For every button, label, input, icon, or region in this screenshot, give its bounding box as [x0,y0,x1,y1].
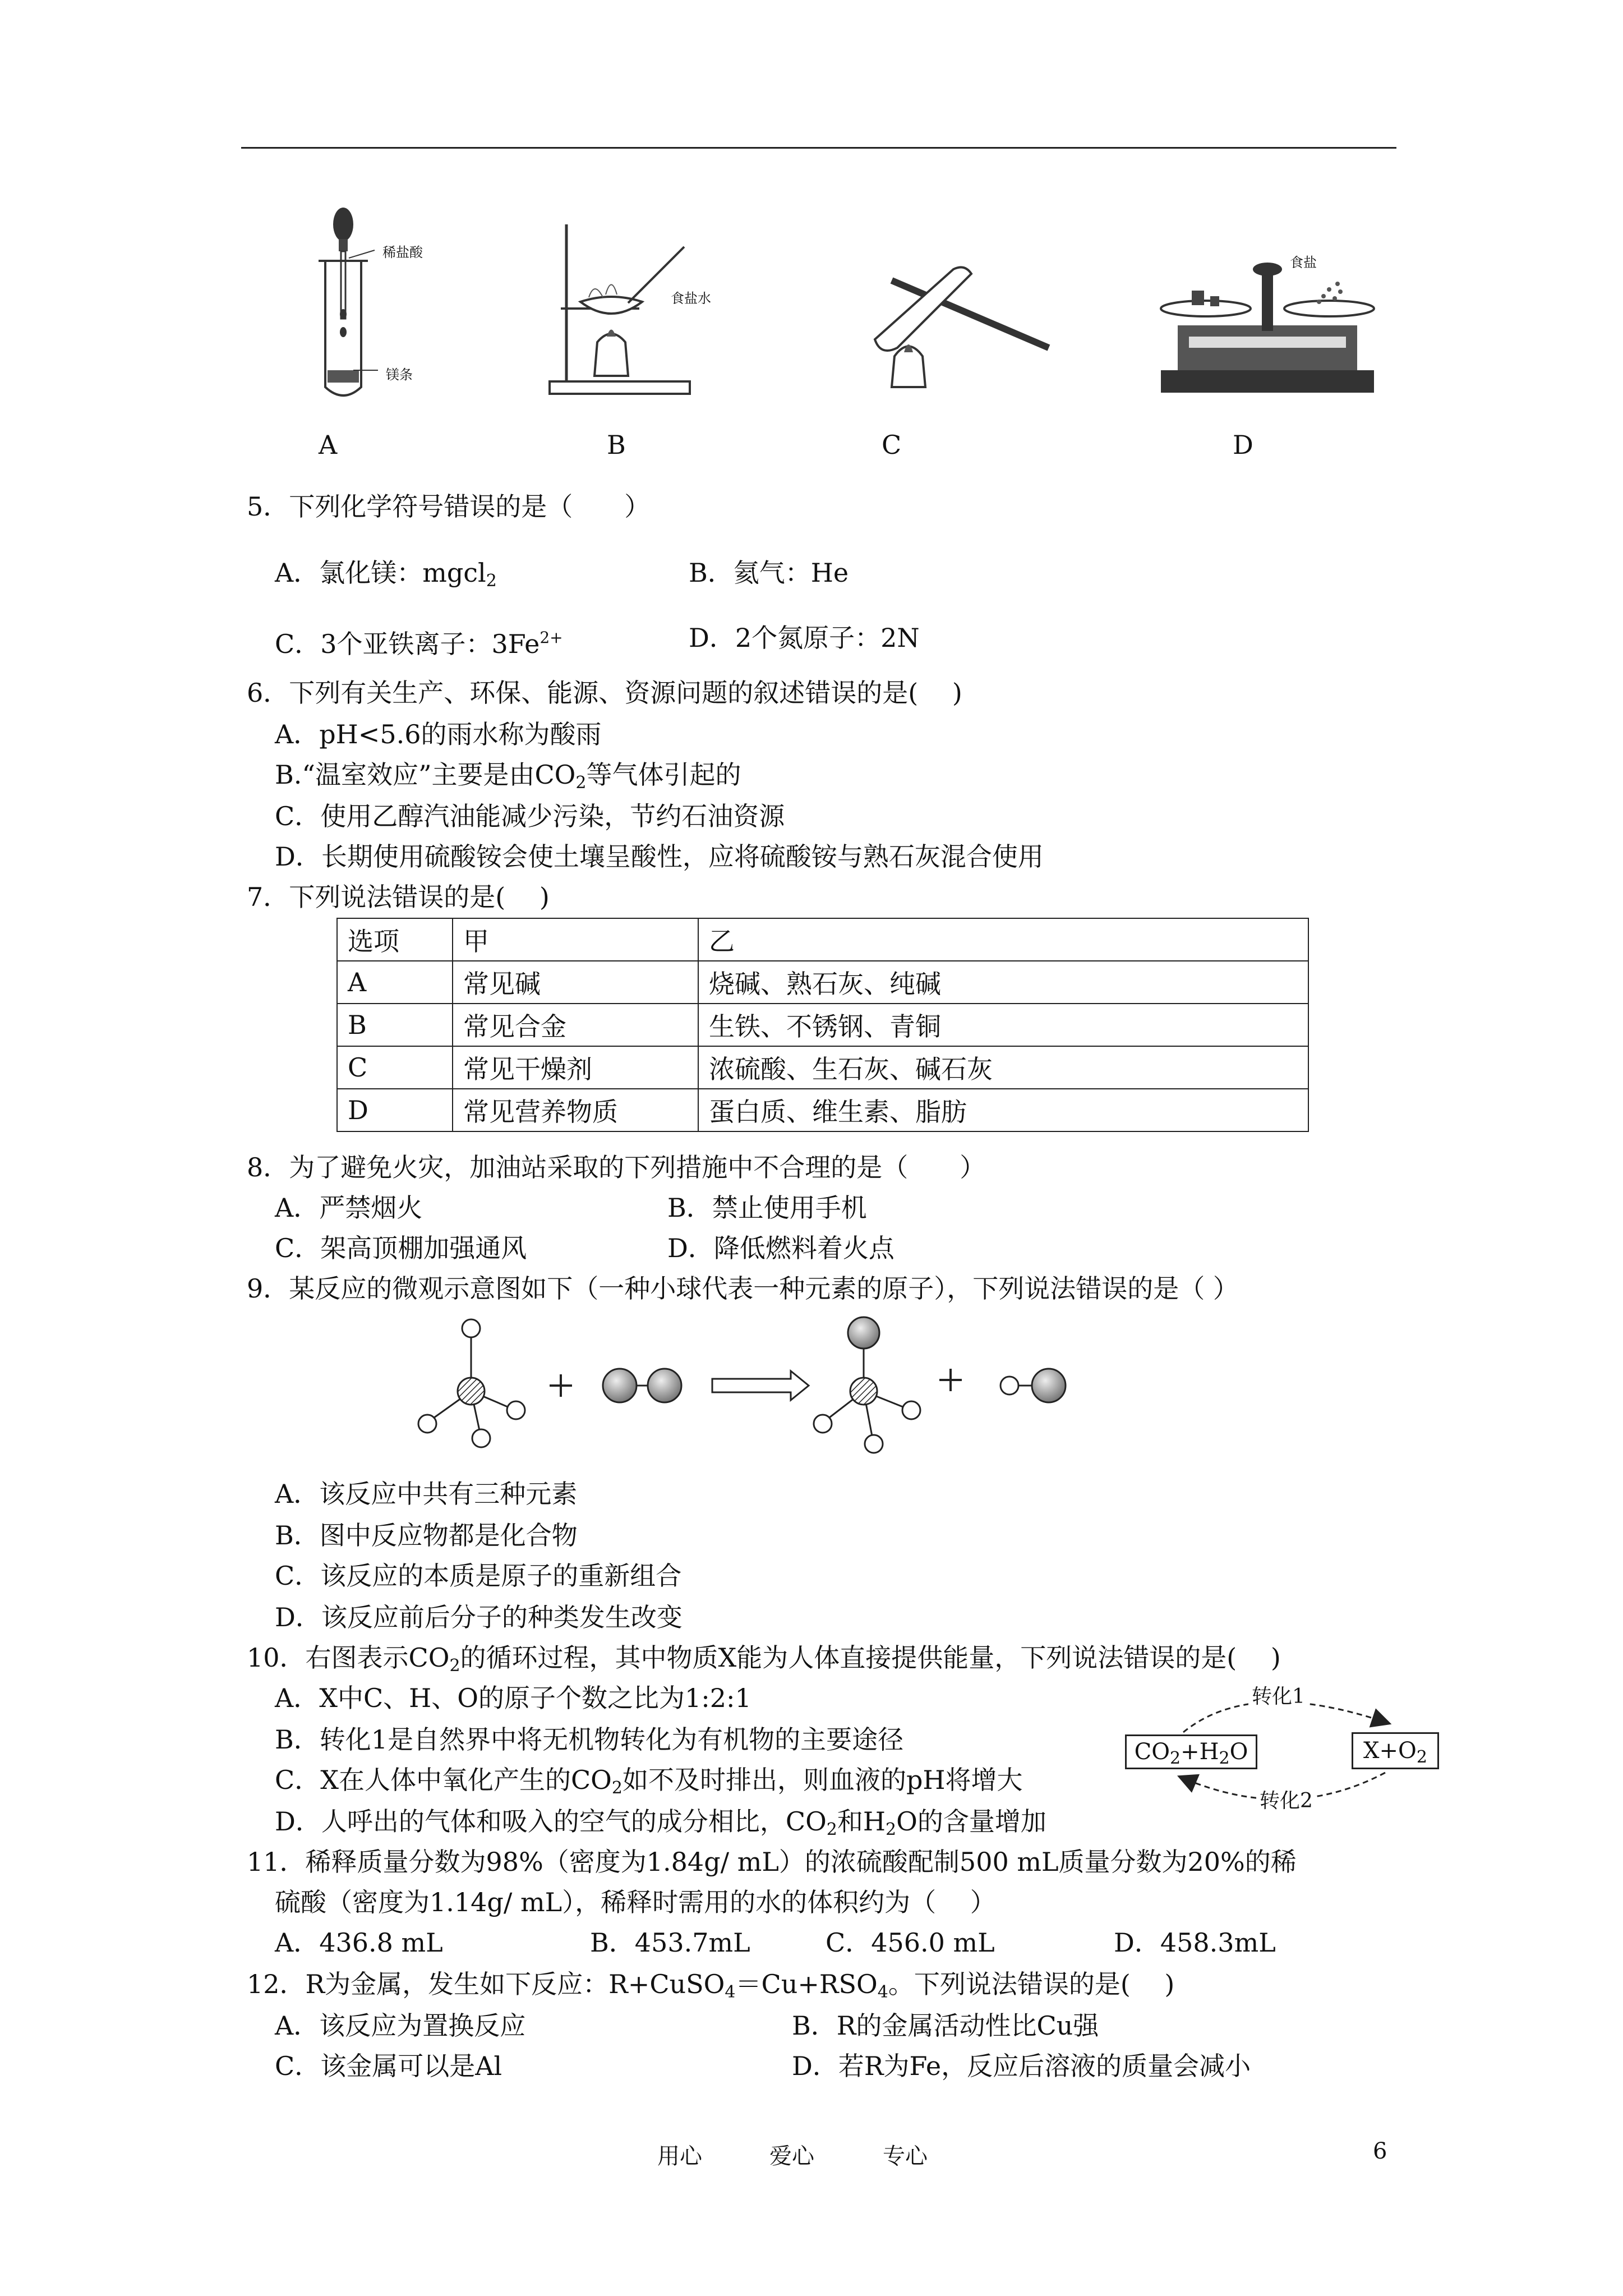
q6-b-post: 等气体引起的 [586,760,741,790]
q10-left-post: +H [1181,1739,1219,1765]
table-header-cell: 乙 [698,918,1308,961]
q10-stem-post: 的循环过程，其中物质X能为人体直接提供能量，下列说法错误的是( ) [460,1642,1281,1673]
q10-left-post2: O [1229,1739,1248,1765]
q8-option-c: C．架高顶棚加强通风 [275,1233,527,1263]
q10-label-conversion-1: 转化1 [1248,1681,1308,1709]
table-cell: 常见合金 [453,1004,698,1046]
q12-stem-mid: ＝Cu+RSO [735,1969,878,1999]
label-salt: 食盐 [1290,255,1317,270]
q6-stem: 6．下列有关生产、环保、能源、资源问题的叙述错误的是( ) [247,678,962,708]
q9-option-c: C．该反应的本质是原子的重新组合 [275,1561,682,1591]
q5-c-sup: 2+ [540,628,563,647]
table-cell: 浓硫酸、生石灰、碱石灰 [698,1046,1308,1089]
q10-option-c [275,1763,1023,1806]
q10-c-sub: 2 [611,1778,623,1798]
q11-option-b: B．453.7mL [590,1927,750,1958]
q9-option-d: D．该反应前后分子的种类发生改变 [275,1602,683,1632]
q10-option-d [275,1804,1046,1847]
q5-c-text: C．3个亚铁离子：3Fe [275,629,540,659]
q10-d-sub1: 2 [826,1820,837,1839]
table-cell: 烧碱、熟石灰、纯碱 [698,961,1308,1004]
q5-option-b: B．氦气：He [689,558,849,588]
q10-left-pre: CO [1134,1739,1170,1765]
q5-a-sub: 2 [486,571,497,591]
q8-stem: 8．为了避免火灾，加油站采取的下列措施中不合理的是（ ） [247,1152,986,1182]
q12-option-a: A．该反应为置换反应 [275,2010,526,2041]
page-number: 6 [1373,2138,1387,2164]
table-cell: 常见干燥剂 [453,1046,698,1089]
q5-option-d: D．2个氮原子：2N [689,623,920,653]
q11-stem-line2: 硫酸（密度为1.14g/ mL），稀释时需用的水的体积约为（ ） [275,1887,996,1917]
q6-option-d: D．长期使用硫酸铵会使土壤呈酸性，应将硫酸铵与熟石灰混合使用 [275,841,1044,872]
q10-c-pre: C．X在人体中氧化产生的CO [275,1765,612,1795]
figure-label-a: A [319,430,338,460]
table-cell: B [337,1004,453,1046]
q5-option-a [275,555,497,599]
table-cell: 生铁、不锈钢、青铜 [698,1004,1308,1046]
q10-c-post: 如不及时排出，则血液的pH将增大 [622,1765,1023,1795]
figure-c-heating-tube [841,247,1066,398]
q11-option-a: A．436.8 mL [275,1927,443,1958]
q5-stem: 5．下列化学符号错误的是（ ） [247,491,651,522]
table-header-cell: 选项 [337,918,453,961]
q9-option-a: A．该反应中共有三种元素 [275,1479,578,1509]
figure-label-c: C [882,430,902,460]
label-mg-ribbon: 镁条 [386,367,413,383]
q10-box-left [1125,1734,1257,1769]
table-cell: C [337,1046,453,1089]
q9-stem: 9．某反应的微观示意图如下（一种小球代表一种元素的原子），下列说法错误的是（ ） [247,1273,1239,1304]
footer-word-2: 爱心 [769,2143,814,2169]
q5-option-c [275,620,563,661]
q10-stem [247,1640,1281,1683]
q11-option-c: C．456.0 mL [826,1927,995,1958]
figure-label-b: B [607,430,626,460]
table-row [337,1046,1308,1089]
q6-b-pre: B.“温室效应”主要是由CO [275,760,576,790]
q10-option-b: B．转化1是自然界中将无机物转化为有机物的主要途径 [275,1724,904,1755]
table-header-cell: 甲 [453,918,698,961]
q10-label-conversion-2: 转化2 [1256,1785,1316,1814]
q10-option-a: A．X中C、H、O的原子个数之比为1:2:1 [275,1683,751,1713]
q8-option-a: A．严禁烟火 [275,1193,423,1223]
figure-d-balance [1144,236,1391,404]
q10-d-sub2: 2 [886,1820,897,1839]
q9-reaction-diagram [409,1313,1138,1475]
q12-stem [247,1967,1174,2010]
q10-left-sub2: 2 [1219,1749,1230,1768]
q5-a-text: A．氯化镁：mgcl [275,558,486,588]
q7-table [336,918,1309,1132]
q12-stem-sub1: 4 [725,1982,736,2002]
table-row [337,1089,1308,1131]
table-cell: 常见碱 [453,961,698,1004]
q12-stem-pre: 12．R为金属，发生如下反应：R+CuSO [247,1969,725,1999]
label-dilute-hcl: 稀盐酸 [382,245,423,260]
q10-stem-pre: 10．右图表示CO [247,1642,450,1673]
q6-option-a: A．pH<5.6的雨水称为酸雨 [275,719,602,749]
q11-option-d: D．458.3mL [1114,1927,1276,1958]
q12-stem-sub2: 4 [877,1982,888,2002]
table-cell: 蛋白质、维生素、脂肪 [698,1089,1308,1131]
table-header-row [337,918,1308,961]
q10-stem-sub: 2 [449,1656,460,1676]
q10-box-right [1352,1732,1439,1769]
q8-option-d: D．降低燃料着火点 [667,1233,895,1263]
header-rule [241,147,1396,149]
q12-option-b: B．R的金属活动性比Cu强 [792,2010,1099,2041]
q6-option-c: C．使用乙醇汽油能减少污染，节约石油资源 [275,801,785,831]
q12-option-c: C．该金属可以是Al [275,2051,502,2081]
figure-label-d: D [1233,430,1253,460]
q10-d-pre: D．人呼出的气体和吸入的空气的成分相比，CO [275,1806,827,1837]
q10-d-mid: 和H [837,1806,886,1837]
q11-stem-line1: 11．稀释质量分数为98%（密度为1.84g/ mL）的浓硫酸配制500 mL质量分数为20%的稀 [247,1847,1297,1877]
q10-d-post: O的含量增加 [896,1806,1046,1837]
q6-option-b [275,757,741,800]
q9-option-b: B．图中反应物都是化合物 [275,1520,578,1550]
table-cell: 常见营养物质 [453,1089,698,1131]
table-row [337,961,1308,1004]
table-row [337,1004,1308,1046]
q7-stem: 7．下列说法错误的是( ) [247,882,550,912]
table-cell: A [337,961,453,1004]
q10-right-sub: 2 [1416,1747,1427,1767]
q8-option-b: B．禁止使用手机 [667,1193,867,1223]
q10-right-pre: X+O [1363,1738,1417,1764]
table-cell: D [337,1089,453,1131]
label-brine: 食盐水 [671,291,711,306]
q10-left-sub: 2 [1170,1749,1181,1768]
q6-b-sub: 2 [575,773,587,793]
footer-word-3: 专心 [883,2143,928,2169]
q12-stem-post: 。下列说法错误的是( ) [888,1969,1175,1999]
q12-option-d: D．若R为Fe，反应后溶液的质量会减小 [792,2051,1251,2081]
footer-word-1: 用心 [657,2143,702,2169]
